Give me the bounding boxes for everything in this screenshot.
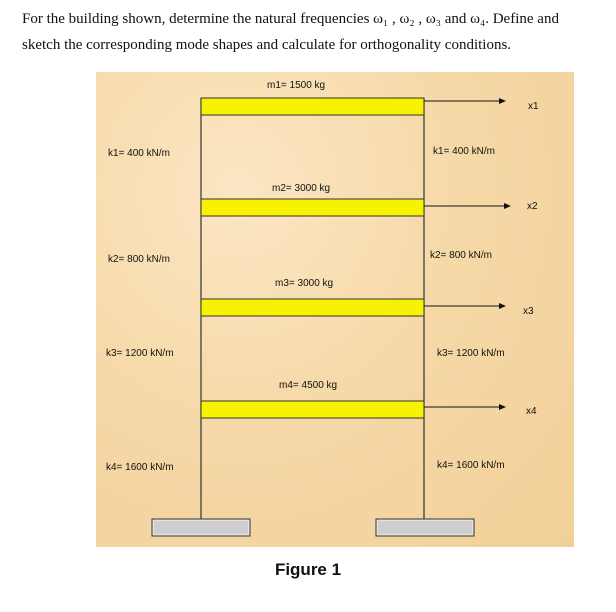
displacement-label-4: x4 <box>526 406 537 417</box>
left-spring-label-2: k2= 800 kN/m <box>108 254 170 265</box>
left-spring-label-4: k4= 1600 kN/m <box>106 462 174 473</box>
displacement-arrow-2 <box>424 203 511 209</box>
displacement-label-3: x3 <box>523 306 534 317</box>
problem-line-1: For the building shown, determine the natural frequencies ω₁ , ω₂ , ω₃ and ω₄. Define and <box>22 11 559 27</box>
floor-4 <box>201 401 424 418</box>
right-spring-label-3: k3= 1200 kN/m <box>437 348 505 359</box>
floor-2 <box>201 199 424 216</box>
left-foundation <box>152 519 250 536</box>
floor-3 <box>201 299 424 316</box>
right-spring-label-2: k2= 800 kN/m <box>430 250 492 261</box>
left-spring-label-1: k1= 400 kN/m <box>108 148 170 159</box>
right-spring-label-1: k1= 400 kN/m <box>433 146 495 157</box>
floor-1 <box>201 98 424 115</box>
mass-label-1: m1= 1500 kg <box>267 80 326 91</box>
displacement-label-1: x1 <box>528 101 539 112</box>
displacement-label-2: x2 <box>527 201 538 212</box>
mass-label-3: m3= 3000 kg <box>275 278 334 289</box>
problem-line-2: sketch the corresponding mode shapes and calculate for orthogonality conditions. <box>22 37 512 53</box>
figure-caption: Figure 1 <box>274 560 342 579</box>
mass-label-4: m4= 4500 kg <box>279 380 338 391</box>
right-foundation <box>376 519 474 536</box>
displacement-arrow-4 <box>424 404 506 410</box>
right-spring-label-4: k4= 1600 kN/m <box>437 460 505 471</box>
left-spring-label-3: k3= 1200 kN/m <box>106 348 174 359</box>
displacement-arrow-1 <box>424 98 506 104</box>
displacement-arrow-3 <box>424 303 506 309</box>
mass-label-2: m2= 3000 kg <box>272 183 331 194</box>
